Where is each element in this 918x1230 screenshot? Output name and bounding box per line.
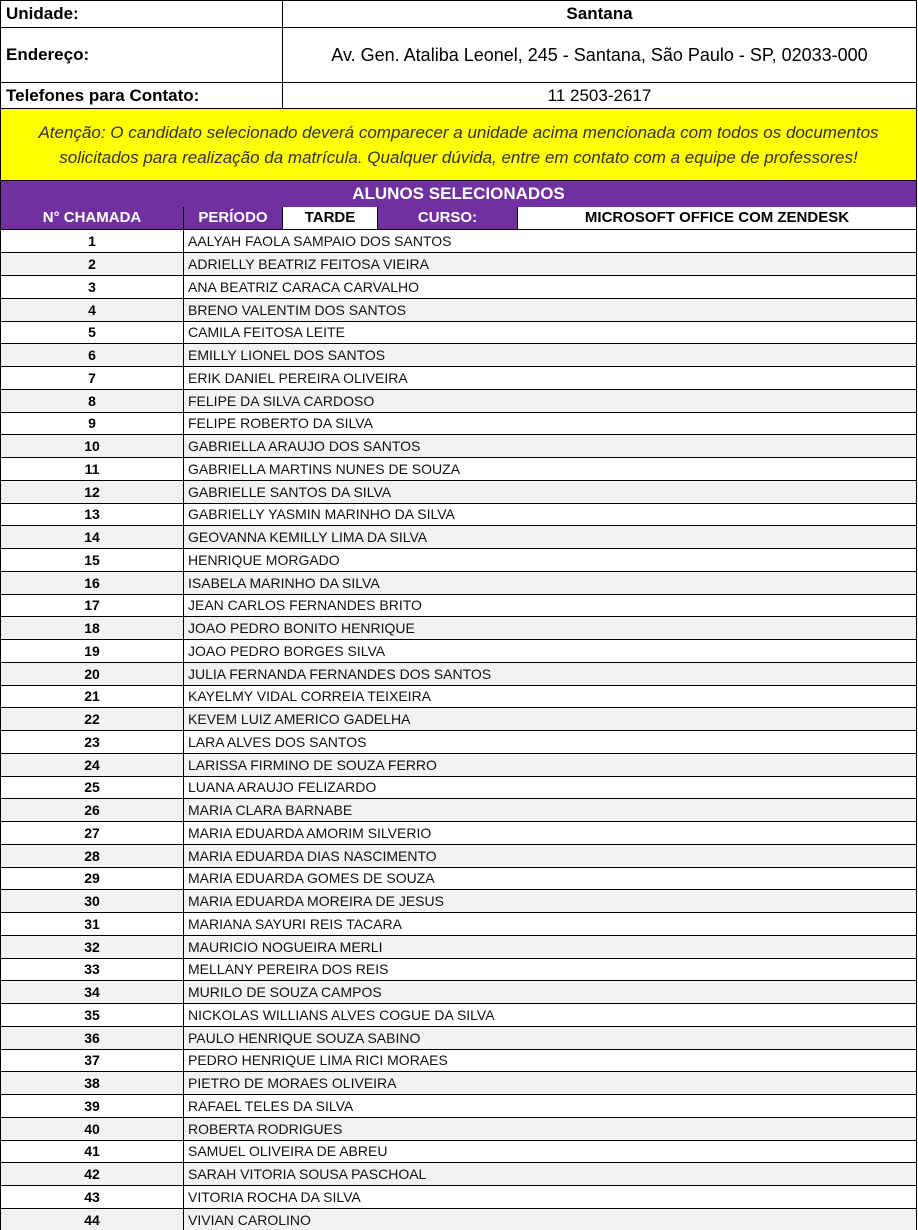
student-name: RAFAEL TELES DA SILVA xyxy=(184,1095,917,1118)
call-number: 9 xyxy=(1,412,184,435)
table-row xyxy=(1,298,917,321)
student-name: VIVIAN CAROLINO xyxy=(184,1208,917,1230)
call-number: 30 xyxy=(1,890,184,913)
students-table xyxy=(0,230,917,1230)
student-name: MARIA EDUARDA GOMES DE SOUZA xyxy=(184,867,917,890)
phone-value: 11 2503-2617 xyxy=(283,83,917,109)
call-number: 39 xyxy=(1,1095,184,1118)
student-name: GABRIELLA ARAUJO DOS SANTOS xyxy=(184,435,917,458)
unit-value: Santana xyxy=(283,1,917,28)
table-row xyxy=(1,640,917,663)
call-number: 16 xyxy=(1,571,184,594)
table-row xyxy=(1,731,917,754)
table-row xyxy=(1,1095,917,1118)
table-row xyxy=(1,708,917,731)
call-number: 44 xyxy=(1,1208,184,1230)
table-row xyxy=(1,981,917,1004)
call-number: 13 xyxy=(1,503,184,526)
attention-notice xyxy=(0,109,917,181)
student-name: ROBERTA RODRIGUES xyxy=(184,1117,917,1140)
call-number: 31 xyxy=(1,913,184,936)
unit-label: Unidade: xyxy=(1,1,283,28)
table-row xyxy=(1,276,917,299)
student-name: LUANA ARAUJO FELIZARDO xyxy=(184,776,917,799)
student-name: VITORIA ROCHA DA SILVA xyxy=(184,1186,917,1209)
table-row xyxy=(1,435,917,458)
phone-label: Telefones para Contato: xyxy=(1,83,283,109)
call-number: 11 xyxy=(1,458,184,481)
student-name: NICKOLAS WILLIANS ALVES COGUE DA SILVA xyxy=(184,1004,917,1027)
student-name: MURILO DE SOUZA CAMPOS xyxy=(184,981,917,1004)
call-number: 34 xyxy=(1,981,184,1004)
student-name: SARAH VITORIA SOUSA PASCHOAL xyxy=(184,1163,917,1186)
address-row xyxy=(1,28,917,83)
student-name: KAYELMY VIDAL CORREIA TEIXEIRA xyxy=(184,685,917,708)
student-name: HENRIQUE MORGADO xyxy=(184,549,917,572)
call-number: 27 xyxy=(1,822,184,845)
table-row xyxy=(1,935,917,958)
table-row xyxy=(1,753,917,776)
call-number: 40 xyxy=(1,1117,184,1140)
call-number: 32 xyxy=(1,935,184,958)
table-row xyxy=(1,367,917,390)
table-row xyxy=(1,617,917,640)
table-row xyxy=(1,1004,917,1027)
table-row xyxy=(1,958,917,981)
table-row xyxy=(1,1140,917,1163)
table-row xyxy=(1,913,917,936)
call-number: 35 xyxy=(1,1004,184,1027)
student-name: PEDRO HENRIQUE LIMA RICI MORAES xyxy=(184,1049,917,1072)
student-name: GEOVANNA KEMILLY LIMA DA SILVA xyxy=(184,526,917,549)
student-name: FELIPE ROBERTO DA SILVA xyxy=(184,412,917,435)
student-name: MARIA EDUARDA AMORIM SILVERIO xyxy=(184,822,917,845)
student-name: ANA BEATRIZ CARACA CARVALHO xyxy=(184,276,917,299)
call-number: 42 xyxy=(1,1163,184,1186)
period-value: TARDE xyxy=(283,207,378,229)
table-row xyxy=(1,822,917,845)
table-row xyxy=(1,1049,917,1072)
call-number: 24 xyxy=(1,753,184,776)
call-number: 8 xyxy=(1,389,184,412)
course-header: CURSO: xyxy=(378,207,518,229)
table-row xyxy=(1,1163,917,1186)
call-number: 1 xyxy=(1,230,184,253)
table-row xyxy=(1,526,917,549)
selected-students-title: ALUNOS SELECIONADOS xyxy=(0,181,917,207)
student-name: JULIA FERNANDA FERNANDES DOS SANTOS xyxy=(184,662,917,685)
call-number: 6 xyxy=(1,344,184,367)
call-number: 14 xyxy=(1,526,184,549)
address-label: Endereço: xyxy=(1,28,283,83)
table-row xyxy=(1,503,917,526)
phone-row xyxy=(1,83,917,109)
table-row xyxy=(1,890,917,913)
student-name: AALYAH FAOLA SAMPAIO DOS SANTOS xyxy=(184,230,917,253)
table-row xyxy=(1,662,917,685)
student-name: ERIK DANIEL PEREIRA OLIVEIRA xyxy=(184,367,917,390)
call-number: 41 xyxy=(1,1140,184,1163)
call-number: 3 xyxy=(1,276,184,299)
table-row xyxy=(1,844,917,867)
table-row xyxy=(1,230,917,253)
student-name: MAURICIO NOGUEIRA MERLI xyxy=(184,935,917,958)
student-name: MARIA EDUARDA MOREIRA DE JESUS xyxy=(184,890,917,913)
table-row xyxy=(1,321,917,344)
call-number: 5 xyxy=(1,321,184,344)
table-row xyxy=(1,480,917,503)
student-name: GABRIELLY YASMIN MARINHO DA SILVA xyxy=(184,503,917,526)
student-name: KEVEM LUIZ AMERICO GADELHA xyxy=(184,708,917,731)
student-name: MARIA CLARA BARNABE xyxy=(184,799,917,822)
call-number: 22 xyxy=(1,708,184,731)
student-name: PIETRO DE MORAES OLIVEIRA xyxy=(184,1072,917,1095)
call-number: 4 xyxy=(1,298,184,321)
table-row xyxy=(1,867,917,890)
table-row xyxy=(1,1117,917,1140)
student-name: JOAO PEDRO BORGES SILVA xyxy=(184,640,917,663)
student-name: ISABELA MARINHO DA SILVA xyxy=(184,571,917,594)
student-name: GABRIELLE SANTOS DA SILVA xyxy=(184,480,917,503)
table-row xyxy=(1,594,917,617)
table-row xyxy=(1,1026,917,1049)
call-number: 38 xyxy=(1,1072,184,1095)
unit-info-table xyxy=(0,0,917,109)
call-number: 17 xyxy=(1,594,184,617)
table-row xyxy=(1,1208,917,1230)
unit-row xyxy=(1,1,917,28)
table-row xyxy=(1,412,917,435)
call-number: 29 xyxy=(1,867,184,890)
call-number: 2 xyxy=(1,253,184,276)
student-name: JOAO PEDRO BONITO HENRIQUE xyxy=(184,617,917,640)
student-name: EMILLY LIONEL DOS SANTOS xyxy=(184,344,917,367)
call-number: 18 xyxy=(1,617,184,640)
table-row xyxy=(1,685,917,708)
table-row xyxy=(1,389,917,412)
student-name: BRENO VALENTIM DOS SANTOS xyxy=(184,298,917,321)
student-name: MARIA EDUARDA DIAS NASCIMENTO xyxy=(184,844,917,867)
student-name: LARISSA FIRMINO DE SOUZA FERRO xyxy=(184,753,917,776)
table-row xyxy=(1,549,917,572)
student-name: SAMUEL OLIVEIRA DE ABREU xyxy=(184,1140,917,1163)
table-row xyxy=(1,571,917,594)
call-number-header: N° CHAMADA xyxy=(1,207,184,229)
student-name: CAMILA FEITOSA LEITE xyxy=(184,321,917,344)
call-number: 19 xyxy=(1,640,184,663)
call-number: 7 xyxy=(1,367,184,390)
table-row xyxy=(1,344,917,367)
call-number: 36 xyxy=(1,1026,184,1049)
student-name: FELIPE DA SILVA CARDOSO xyxy=(184,389,917,412)
course-value: MICROSOFT OFFICE COM ZENDESK xyxy=(518,207,916,229)
call-number: 26 xyxy=(1,799,184,822)
call-number: 12 xyxy=(1,480,184,503)
call-number: 10 xyxy=(1,435,184,458)
call-number: 33 xyxy=(1,958,184,981)
notice-line-1: Atenção: O candidato selecionado deverá comparecer a unidade acima mencionada com todos os documentos xyxy=(38,122,879,142)
table-row xyxy=(1,776,917,799)
call-number: 23 xyxy=(1,731,184,754)
address-value: Av. Gen. Ataliba Leonel, 245 - Santana, São Paulo - SP, 02033-000 xyxy=(283,28,917,83)
student-name: JEAN CARLOS FERNANDES BRITO xyxy=(184,594,917,617)
table-row xyxy=(1,1186,917,1209)
table-row xyxy=(1,1072,917,1095)
student-name: MELLANY PEREIRA DOS REIS xyxy=(184,958,917,981)
student-name: ADRIELLY BEATRIZ FEITOSA VIEIRA xyxy=(184,253,917,276)
table-row xyxy=(1,799,917,822)
table-row xyxy=(1,253,917,276)
student-name: MARIANA SAYURI REIS TACARA xyxy=(184,913,917,936)
table-row xyxy=(1,458,917,481)
call-number: 37 xyxy=(1,1049,184,1072)
call-number: 25 xyxy=(1,776,184,799)
call-number: 20 xyxy=(1,662,184,685)
student-name: GABRIELLA MARTINS NUNES DE SOUZA xyxy=(184,458,917,481)
call-number: 28 xyxy=(1,844,184,867)
call-number: 21 xyxy=(1,685,184,708)
notice-line-2: solicitados para realização da matrícula. Qualquer dúvida, entre em contato com a equipe de professores! xyxy=(59,147,858,167)
list-header xyxy=(0,207,917,230)
student-name: PAULO HENRIQUE SOUZA SABINO xyxy=(184,1026,917,1049)
period-header: PERÍODO xyxy=(184,207,283,229)
call-number: 15 xyxy=(1,549,184,572)
student-name: LARA ALVES DOS SANTOS xyxy=(184,731,917,754)
call-number: 43 xyxy=(1,1186,184,1209)
